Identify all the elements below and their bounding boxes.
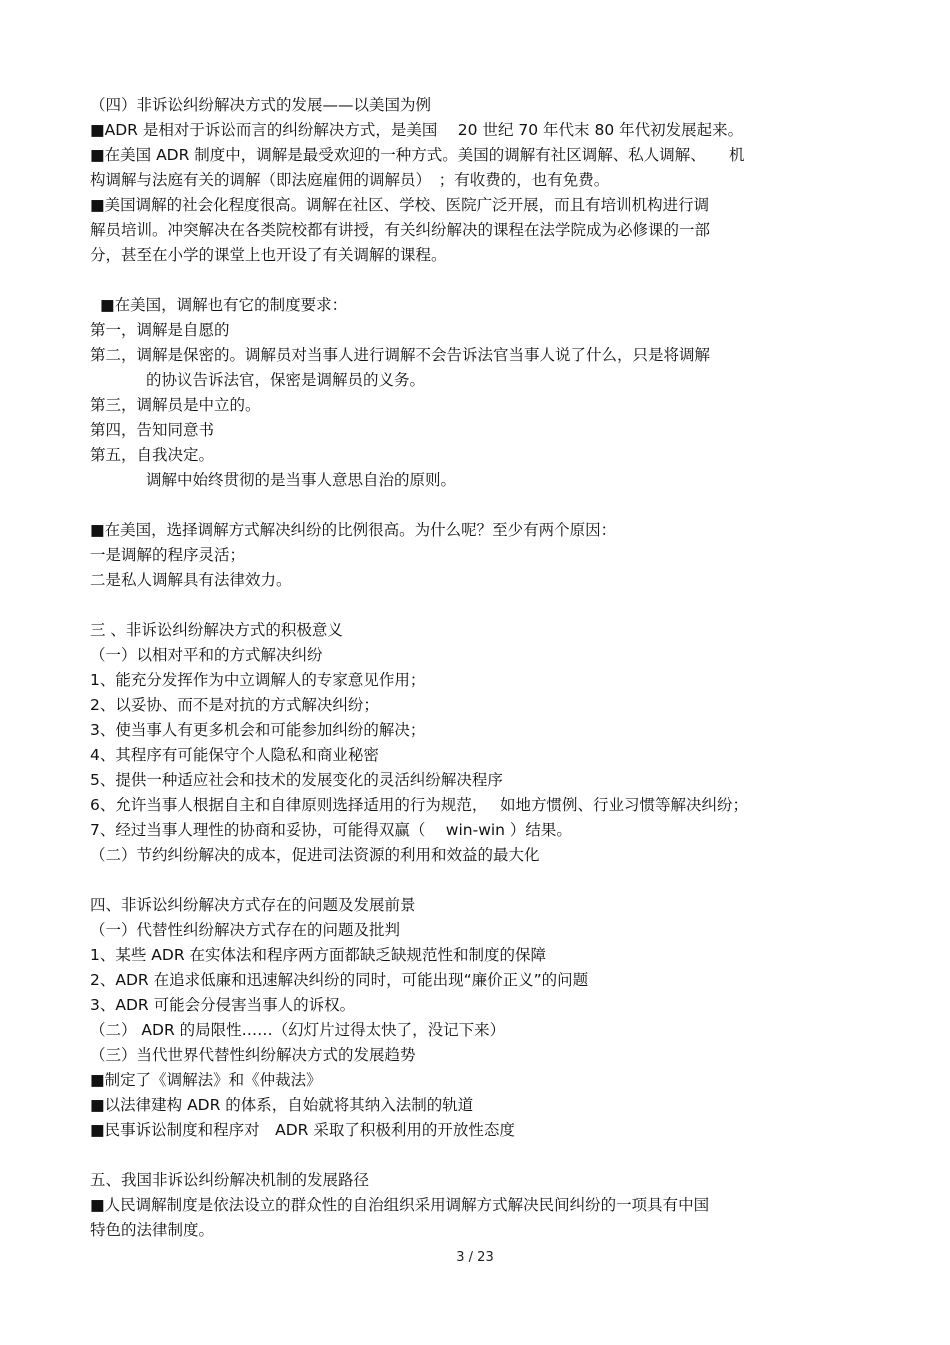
blank-line: [90, 593, 870, 618]
list-item: 1、能充分发挥作为中立调解人的专家意见作用；: [90, 671, 426, 689]
list-item: 3、使当事人有更多机会和可能参加纠纷的解决；: [90, 721, 426, 739]
list-item: 第三，调解员是中立的。: [90, 396, 261, 414]
section-heading-5: 五、我国非诉讼纠纷解决机制的发展路径: [90, 1171, 370, 1189]
list-item: 2、ADR 在追求低廉和迅速解决纠纷的同时，可能出现“廉价正义”的问题: [90, 971, 589, 989]
section-heading-3: 三 、非诉讼纠纷解决方式的积极意义: [90, 621, 343, 639]
list-item: 3、ADR 可能会分侵害当事人的诉权。: [90, 996, 356, 1014]
list-item: 第一，调解是自愿的: [90, 321, 230, 339]
bullet-item: ■制定了《调解法》和《仲裁法》: [90, 1071, 322, 1089]
blank-line: [90, 268, 870, 293]
heading-us-example: （四）非诉讼纠纷解决方式的发展——以美国为例: [90, 96, 432, 114]
paragraph-line: 解员培训。冲突解决在各类院校都有讲授，有关纠纷解决的课程在法学院成为必修课的一部: [90, 221, 711, 239]
subheading: （一）以相对平和的方式解决纠纷: [90, 646, 323, 664]
paragraph-line: ■在美国，选择调解方式解决纠纷的比例很高。为什么呢？至少有两个原因：: [90, 521, 617, 539]
bullet-item: ■民事诉讼制度和程序对 ADR 采取了积极利用的开放性态度: [90, 1121, 515, 1139]
list-item: 第二，调解是保密的。调解员对当事人进行调解不会告诉法官当事人说了什么，只是将调解: [90, 346, 711, 364]
paragraph-line: ■人民调解制度是依法设立的群众性的自治组织采用调解方式解决民间纠纷的一项具有中国: [90, 1196, 710, 1214]
paragraph-line: 构调解与法庭有关的调解（即法庭雇佣的调解员） ；有收费的，也有免费。: [90, 171, 610, 189]
bullet-item: ■以法律建构 ADR 的体系，自始就将其纳入法制的轨道: [90, 1096, 474, 1114]
paragraph-line: 分，甚至在小学的课堂上也开设了有关调解的课程。: [90, 246, 447, 264]
list-item-continuation: 的协议告诉法官，保密是调解员的义务。: [146, 371, 426, 389]
list-item: 二是私人调解具有法律效力。: [90, 571, 292, 589]
subheading: （二） ADR 的局限性……（幻灯片过得太快了，没记下来）: [90, 1021, 506, 1039]
list-item: 2、以妥协、而不是对抗的方式解决纠纷；: [90, 696, 379, 714]
section-heading-4: 四、非诉讼纠纷解决方式存在的问题及发展前景: [90, 896, 416, 914]
paragraph-line: ■ADR 是相对于诉讼而言的纠纷解决方式，是美国 20 世纪 70 年代末 80 年代初发展起来。: [90, 121, 744, 139]
list-item: 第四，告知同意书: [90, 421, 215, 439]
paragraph-line: ■美国调解的社会化程度很高。调解在社区、学校、医院广泛开展，而且有培训机构进行调: [90, 196, 710, 214]
paragraph-line: ■在美国，调解也有它的制度要求：: [100, 296, 348, 314]
page-number: 3 / 23: [456, 1250, 494, 1265]
paragraph-line: 特色的法律制度。: [90, 1221, 215, 1239]
subheading: （二）节约纠纷解决的成本，促进司法资源的利用和效益的最大化: [90, 846, 540, 864]
list-item: 6、允许当事人根据自主和自律原则选择适用的行为规范， 如地方惯例、行业习惯等解决纠纷；: [90, 796, 749, 814]
paragraph-line: ■在美国 ADR 制度中，调解是最受欢迎的一种方式。美国的调解有社区调解、私人调解、 机: [90, 146, 745, 164]
blank-line: [90, 493, 870, 518]
list-item: 5、提供一种适应社会和技术的发展变化的灵活纠纷解决程序: [90, 771, 503, 789]
document-body: [90, 93, 870, 1243]
list-item: 一是调解的程序灵活；: [90, 546, 246, 564]
summary-line: 调解中始终贯彻的是当事人意思自治的原则。: [146, 471, 457, 489]
list-item: 第五，自我决定。: [90, 446, 215, 464]
blank-line: [90, 868, 870, 893]
list-item: 1、某些 ADR 在实体法和程序两方面都缺乏缺规范性和制度的保障: [90, 946, 547, 964]
list-item: 4、其程序有可能保守个人隐私和商业秘密: [90, 746, 379, 764]
subheading: （三）当代世界代替性纠纷解决方式的发展趋势: [90, 1046, 416, 1064]
blank-line: [90, 1143, 870, 1168]
subheading: （一）代替性纠纷解决方式存在的问题及批判: [90, 921, 401, 939]
list-item: 7、经过当事人理性的协商和妥协，可能得双赢（ win-win ）结果。: [90, 821, 572, 839]
